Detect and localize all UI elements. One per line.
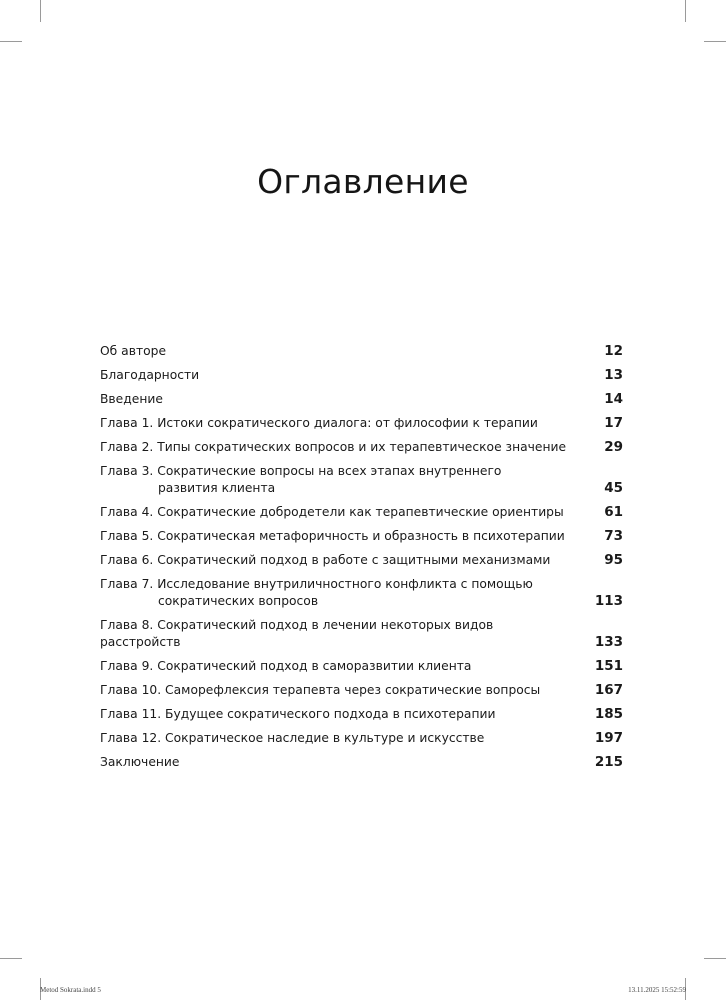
toc-entry-continuation: сократических вопросов [158,594,319,608]
toc-page-number: 197 [594,730,623,746]
toc-entry-text: Глава 7. Исследование внутриличностного конфликта с помощью [100,577,533,591]
toc-entry[interactable] [100,415,623,432]
toc-entry-title [100,439,604,456]
toc-entry[interactable] [100,367,623,384]
toc-page-number: 215 [594,754,623,770]
toc-entry-title [100,576,595,610]
toc-entry-text: Заключение [100,755,180,769]
toc-entry-text: Глава 1. Истоки сократического диалога: от философии к терапии [100,416,538,430]
toc-entry-title [100,552,604,569]
toc-entry-title [100,528,604,545]
toc-entry-text: Введение [100,392,163,406]
toc-page-number: 73 [604,528,623,544]
toc-page-number: 12 [604,343,623,359]
crop-mark-right-bottom [704,958,726,959]
toc-entry-title [100,706,595,723]
toc-page-number: 167 [594,682,623,698]
footer-filename: Metod Sokrata.indd 5 [40,986,101,994]
toc-page-number: 29 [604,439,623,455]
toc-entry[interactable] [100,706,623,723]
toc-entry-text: Благодарности [100,368,200,382]
toc-page-number: 45 [604,480,623,496]
crop-mark-top-right [685,0,686,22]
toc-page-number: 133 [594,634,623,650]
toc-entry[interactable] [100,617,623,651]
toc-entry[interactable] [100,576,623,610]
toc-entry-text: Глава 8. Сократический подход в лечении некоторых видов расстройств [100,618,494,649]
toc-entry[interactable] [100,463,623,497]
toc-entry[interactable] [100,754,623,771]
toc-page-number: 113 [594,593,623,609]
toc-entry[interactable] [100,439,623,456]
page-title: Оглавление [257,162,469,202]
toc-entry-title [100,415,604,432]
toc-entry-text: Об авторе [100,344,167,358]
toc-page-number: 13 [604,367,623,383]
toc-entry-text: Глава 9. Сократический подход в саморазвитии клиента [100,659,472,673]
toc-entry-text: Глава 12. Сократическое наследие в культуре и искусстве [100,731,485,745]
toc-entry[interactable] [100,552,623,569]
toc-entry-text: Глава 10. Саморефлексия терапевта через сократические вопросы [100,683,541,697]
toc-entry-title [100,682,595,699]
crop-mark-right-top [704,41,726,42]
toc-entry-text: Глава 2. Типы сократических вопросов и их терапевтическое значение [100,440,567,454]
toc-entry-title [100,391,604,408]
toc-entry-text: Глава 11. Будущее сократического подхода в психотерапии [100,707,496,721]
toc-entry-text: Глава 5. Сократическая метафоричность и образность в психотерапии [100,529,565,543]
toc-entry[interactable] [100,391,623,408]
toc-entry-title [100,367,604,384]
toc-entry[interactable] [100,343,623,360]
toc-page-number: 61 [604,504,623,520]
toc-entry-title [100,343,604,360]
crop-mark-left-top [0,41,22,42]
toc-entry[interactable] [100,658,623,675]
toc-entry-title [100,504,604,521]
table-of-contents [100,343,623,771]
toc-entry-continuation: развития клиента [158,481,276,495]
toc-page-number: 151 [594,658,623,674]
toc-page-number: 185 [594,706,623,722]
toc-entry-title [100,754,595,771]
crop-mark-top-left [40,0,41,22]
toc-entry[interactable] [100,682,623,699]
toc-entry-title [100,463,604,497]
toc-entry-title [100,658,595,675]
footer-timestamp: 13.11.2025 15:52:59 [628,986,686,994]
toc-entry-text: Глава 6. Сократический подход в работе с защитными механизмами [100,553,551,567]
toc-entry[interactable] [100,528,623,545]
toc-entry-text: Глава 4. Сократические добродетели как терапевтические ориентиры [100,505,564,519]
crop-mark-left-bottom [0,958,22,959]
toc-page-number: 95 [604,552,623,568]
toc-entry[interactable] [100,730,623,747]
toc-entry-title [100,617,595,651]
toc-page-number: 14 [604,391,623,407]
toc-page-number: 17 [604,415,623,431]
toc-entry-text: Глава 3. Сократические вопросы на всех этапах внутреннего [100,464,502,478]
toc-entry[interactable] [100,504,623,521]
toc-entry-title [100,730,595,747]
